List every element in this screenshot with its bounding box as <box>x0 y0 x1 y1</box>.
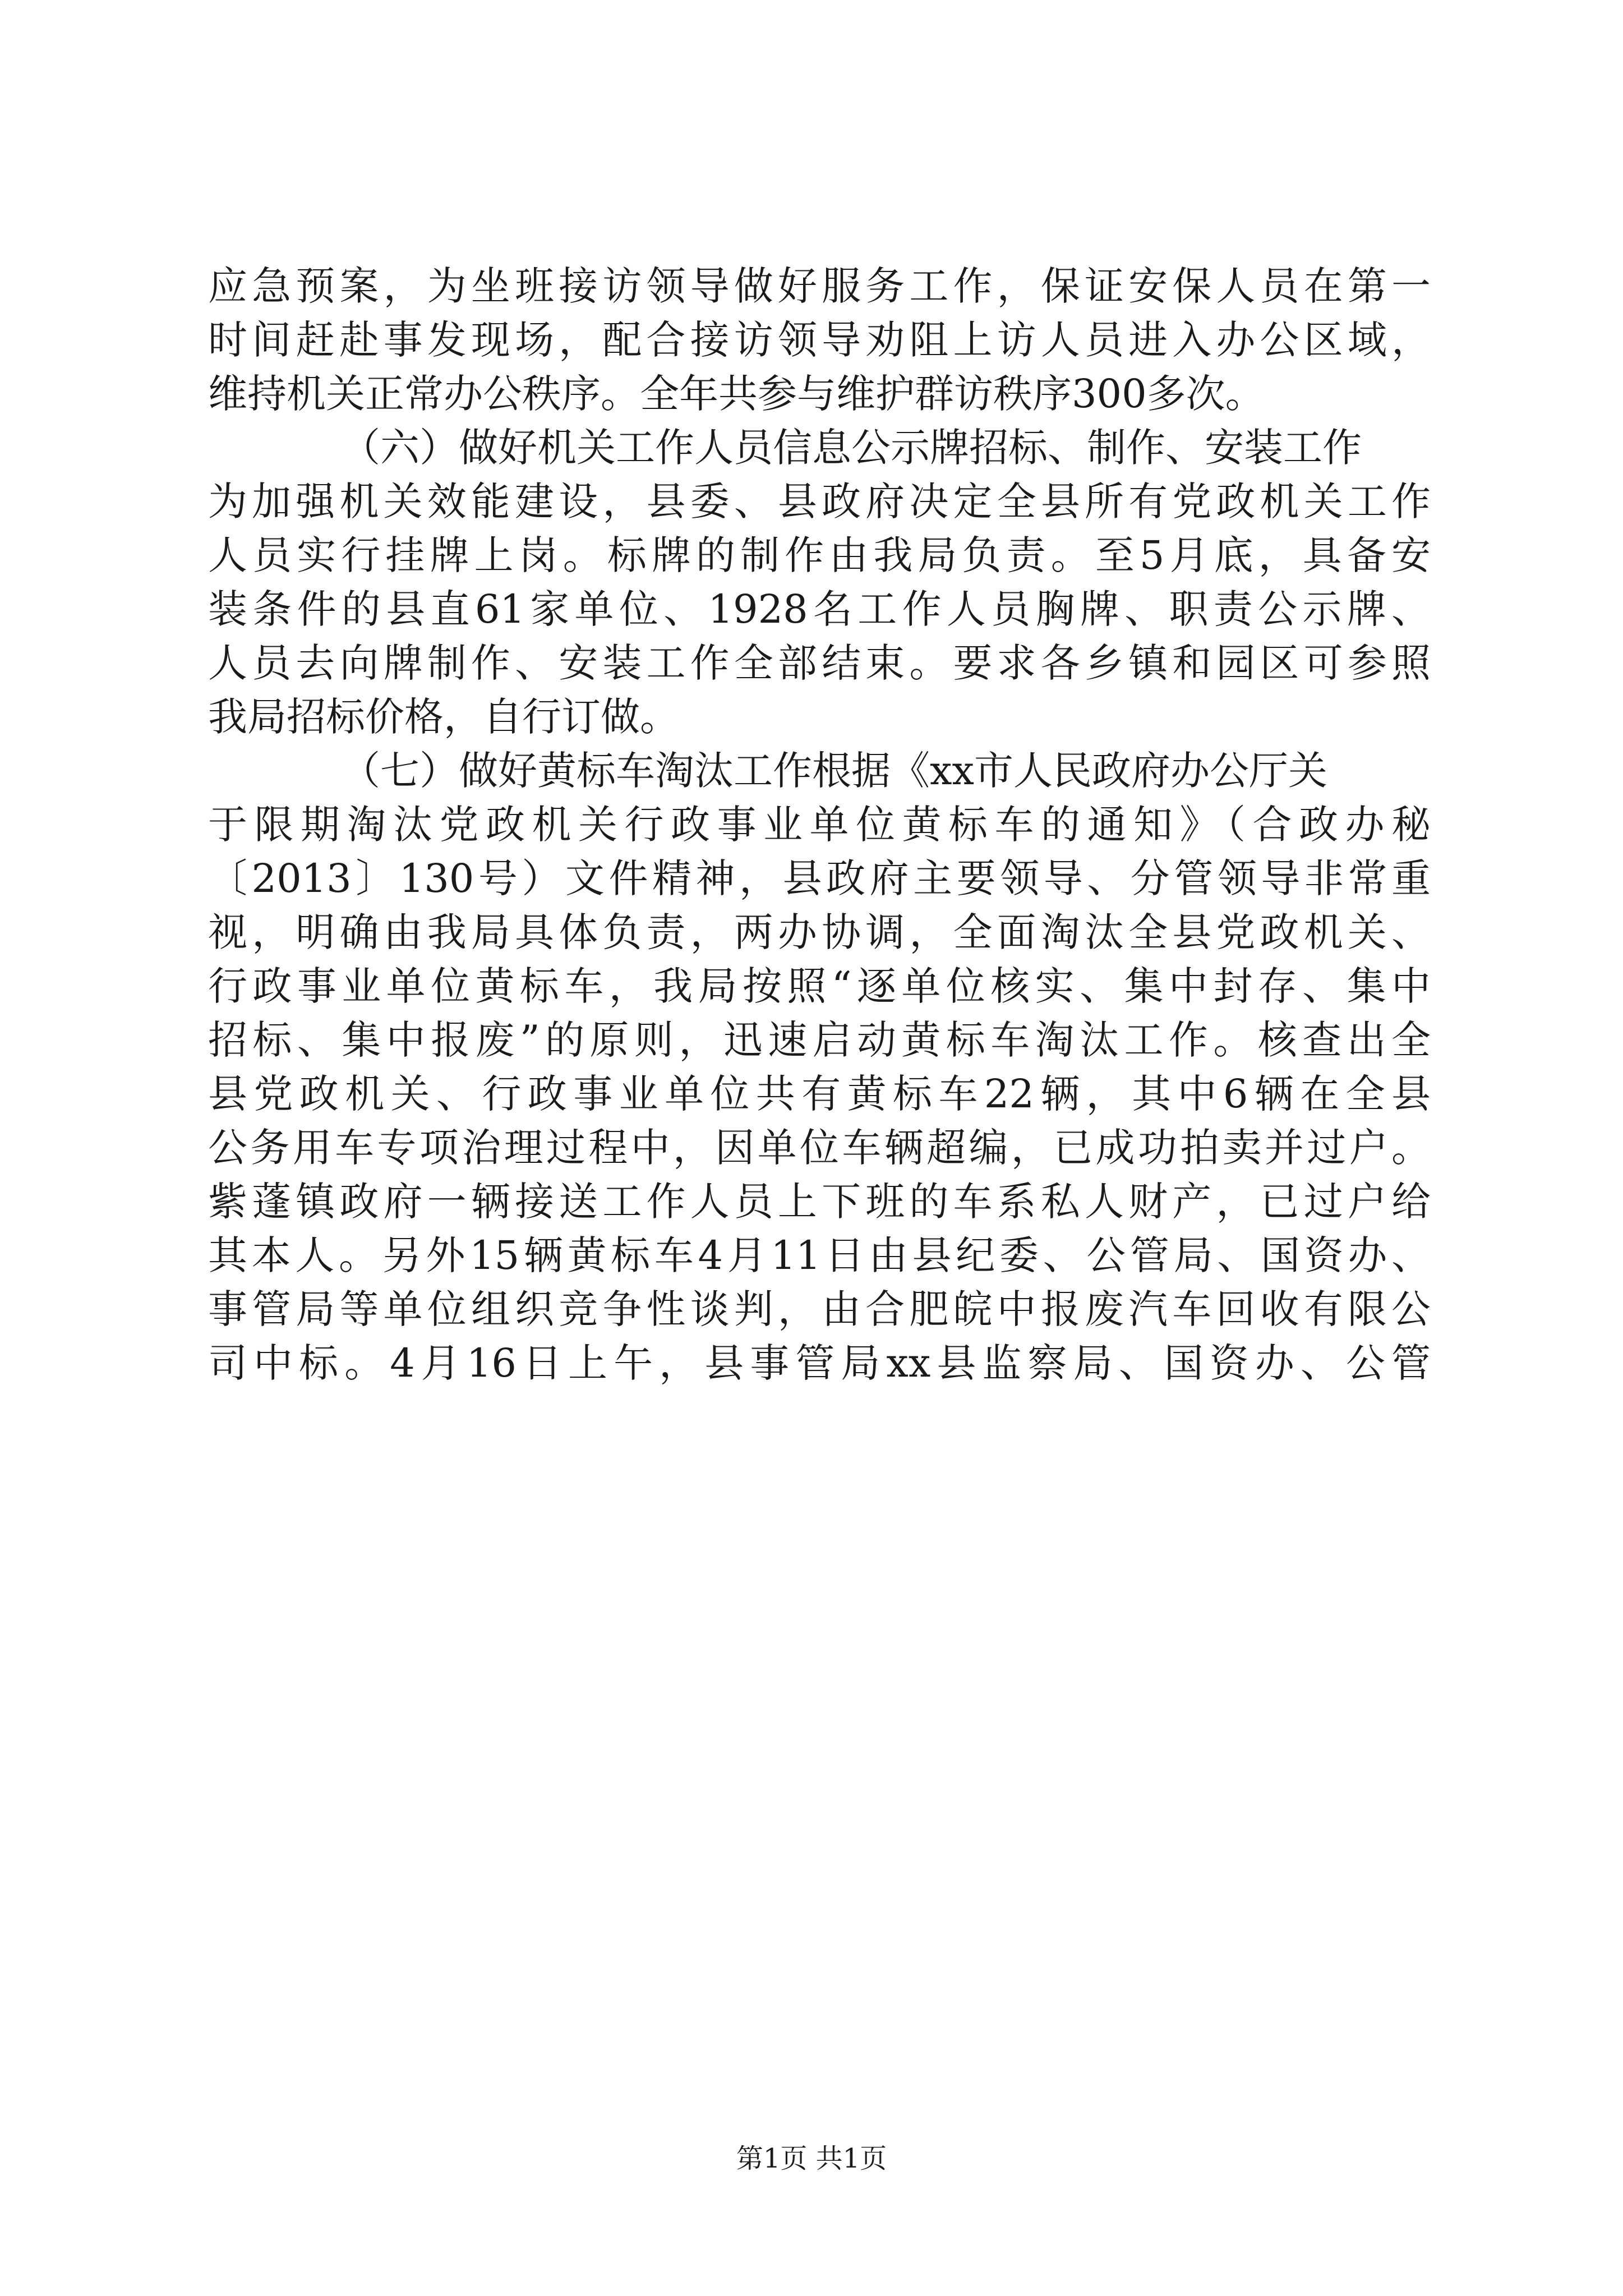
body-line: 应急预案，为坐班接访领导做好服务工作，保证安保人员在第一 <box>208 264 1431 309</box>
body-line: 司中标。4月16日上午，县事管局xx县监察局、国资办、公管 <box>208 1341 1431 1386</box>
section-heading-six: （六）做好机关工作人员信息公示牌招标、制作、安装工作 <box>341 425 1362 471</box>
section-heading-seven: （七）做好黄标车淘汰工作根据《xx市人民政府办公厅关 <box>341 748 1327 794</box>
body-line: 紫蓬镇政府一辆接送工作人员上下班的车系私人财产，已过户给 <box>208 1179 1431 1225</box>
body-line: 装条件的县直61家单位、1928名工作人员胸牌、职责公示牌、 <box>208 587 1431 632</box>
page-indicator: 第1页 共1页 <box>736 2143 887 2174</box>
body-line: 时间赶赴事发现场，配合接访领导劝阻上访人员进入办公区域， <box>208 318 1431 363</box>
body-line: 〔2013〕130号）文件精神，县政府主要领导、分管领导非常重 <box>208 856 1431 901</box>
body-line: 于限期淘汰党政机关行政事业单位黄标车的通知》（合政办秘 <box>208 802 1431 848</box>
body-line: 县党政机关、行政事业单位共有黄标车22辆，其中6辆在全县 <box>208 1071 1431 1117</box>
page-footer <box>0 2142 1623 2175</box>
body-line: 行政事业单位黄标车，我局按照“逐单位核实、集中封存、集中 <box>208 964 1431 1009</box>
body-line: 公务用车专项治理过程中，因单位车辆超编，已成功拍卖并过户。 <box>208 1125 1431 1171</box>
body-line: 视，明确由我局具体负责，两办协调，全面淘汰全县党政机关、 <box>208 910 1431 955</box>
body-line: 维持机关正常办公秩序。全年共参与维护群访秩序300多次。 <box>208 371 1265 417</box>
body-line: 事管局等单位组织竞争性谈判，由合肥皖中报废汽车回收有限公 <box>208 1287 1431 1332</box>
document-body <box>208 264 1431 1395</box>
body-line: 为加强机关效能建设，县委、县政府决定全县所有党政机关工作 <box>208 479 1431 524</box>
body-line: 招标、集中报废”的原则，迅速启动黄标车淘汰工作。核查出全 <box>208 1018 1431 1063</box>
body-line: 人员实行挂牌上岗。标牌的制作由我局负责。至5月底，具备安 <box>208 533 1431 578</box>
body-line: 其本人。另外15辆黄标车4月11日由县纪委、公管局、国资办、 <box>208 1233 1431 1278</box>
body-line: 我局招标价格，自行订做。 <box>208 694 679 740</box>
body-line: 人员去向牌制作、安装工作全部结束。要求各乡镇和园区可参照 <box>208 641 1431 686</box>
